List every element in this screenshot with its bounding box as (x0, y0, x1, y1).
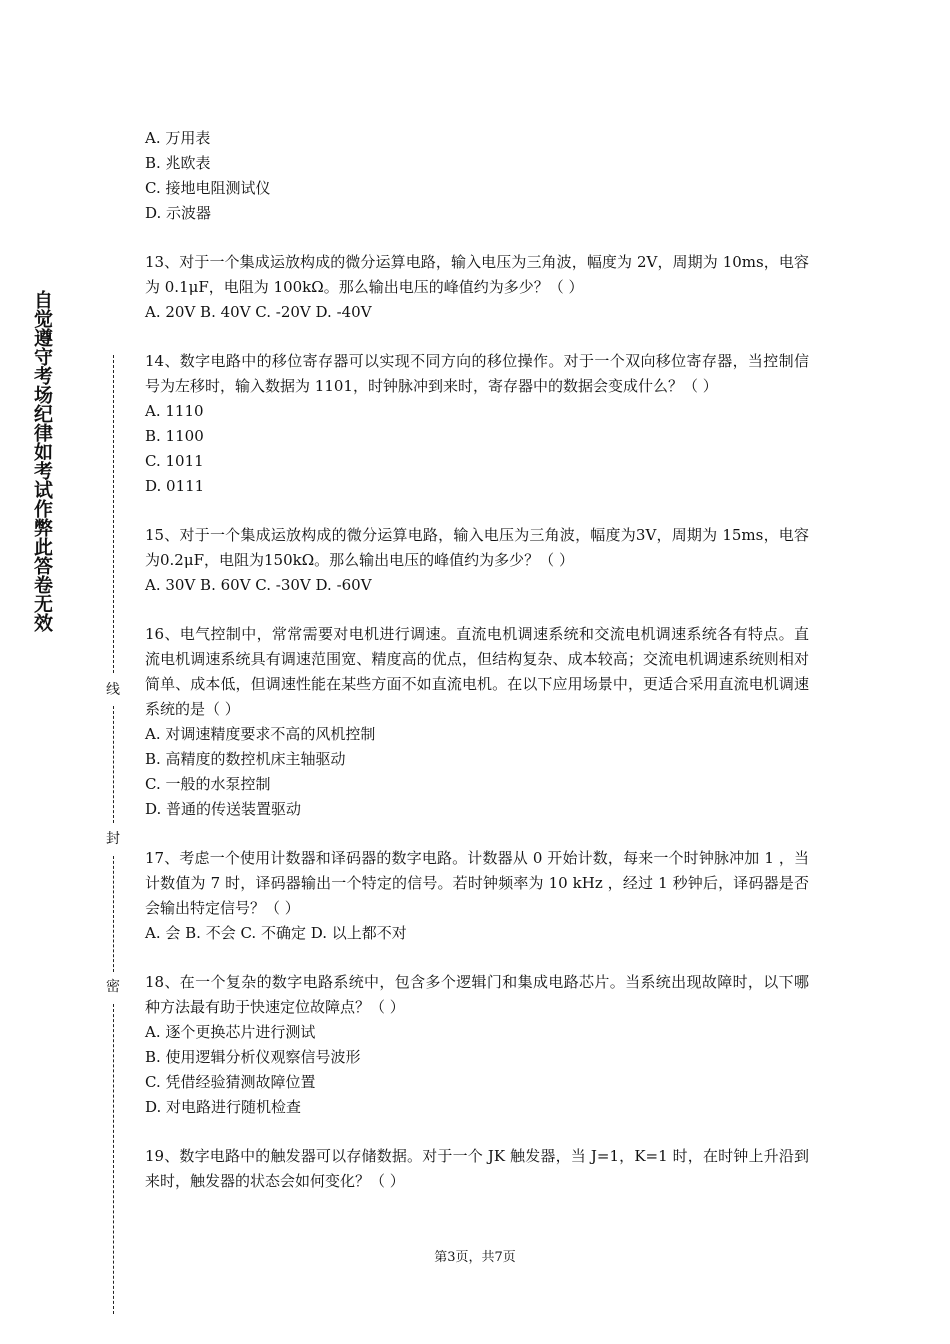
option: A. 1110 (145, 402, 204, 420)
question-18 (145, 970, 809, 1120)
option: C. 凭借经验猜测故障位置 (145, 1073, 316, 1091)
option: B. 高精度的数控机床主轴驱动 (145, 750, 346, 768)
question-14 (145, 349, 809, 499)
options-line: A. 20V B. 40V C. -20V D. -40V (145, 303, 372, 321)
option: A. 对调速精度要求不高的风机控制 (145, 725, 376, 743)
question-16 (145, 622, 809, 822)
question-stem: 15、对于一个集成运放构成的微分运算电路，输入电压为三角波，幅度为3V，周期为 15ms，电容为0.2μF，电阻为150kΩ。那么输出电压的峰值约为多少？（ ） (145, 526, 809, 569)
binding-mark-line: 线 (106, 682, 120, 698)
question-19 (145, 1144, 809, 1194)
option: A. 万用表 (145, 129, 211, 147)
binding-line-segment (113, 856, 114, 972)
option: C. 一般的水泵控制 (145, 775, 271, 793)
side-notice: 自觉遵守考场纪律如考试作弊此答卷无效 (31, 290, 53, 632)
option: C. 1011 (145, 452, 204, 470)
question-stem: 16、电气控制中，常常需要对电机进行调速。直流电机调速系统和交流电机调速系统各有特点。直流电机调速系统具有调速范围宽、精度高的优点，但结构复杂、成本较高；交流电机调速系统则相对简单、成本低，但调速性能在某些方面不如直流电机。在以下应用场景中，更适合采用直流电机调速系统的是（ ） (145, 625, 809, 718)
option: D. 对电路进行随机检查 (145, 1098, 302, 1116)
question-stem: 13、对于一个集成运放构成的微分运算电路，输入电压为三角波，幅度为 2V，周期为 10ms，电容为 0.1μF，电阻为 100kΩ。那么输出电压的峰值约为多少？（ ） (145, 253, 809, 296)
option: C. 接地电阻测试仪 (145, 179, 271, 197)
binding-line-segment (113, 706, 114, 823)
question-stem: 17、考虑一个使用计数器和译码器的数字电路。计数器从 0 开始计数，每来一个时钟脉冲加 1 ，当计数值为 7 时，译码器输出一个特定的信号。若时钟频率为 10 kHz ，经过 1 秒钟后，译码器是否会输出特定信号？（ ） (145, 849, 809, 917)
exam-content (145, 126, 809, 1218)
option: D. 0111 (145, 477, 205, 495)
binding-mark-seal: 封 (106, 831, 120, 847)
option: B. 1100 (145, 427, 204, 445)
options-line: A. 会 B. 不会 C. 不确定 D. 以上都不对 (145, 924, 407, 942)
option: B. 兆欧表 (145, 154, 211, 172)
option: D. 示波器 (145, 204, 212, 222)
question-stem: 18、在一个复杂的数字电路系统中，包含多个逻辑门和集成电路芯片。当系统出现故障时，以下哪种方法最有助于快速定位故障点？（ ） (145, 973, 809, 1016)
options-line: A. 30V B. 60V C. -30V D. -60V (145, 576, 372, 594)
option: B. 使用逻辑分析仪观察信号波形 (145, 1048, 361, 1066)
question-stem: 14、数字电路中的移位寄存器可以实现不同方向的移位操作。对于一个双向移位寄存器，当控制信号为左移时，输入数据为 1101，时钟脉冲到来时，寄存器中的数据会变成什么？（ ） (145, 352, 809, 395)
question-15 (145, 523, 809, 598)
question-17 (145, 846, 809, 946)
question-12-options (145, 126, 809, 226)
option: A. 逐个更换芯片进行测试 (145, 1023, 316, 1041)
page-number: 第3页，共7页 (434, 1250, 516, 1265)
binding-line-segment (113, 355, 114, 673)
question-stem: 19、数字电路中的触发器可以存储数据。对于一个 JK 触发器，当 J=1，K=1 时，在时钟上升沿到来时，触发器的状态会如何变化？（ ） (145, 1147, 809, 1190)
question-13 (145, 250, 809, 325)
option: D. 普通的传送装置驱动 (145, 800, 302, 818)
binding-mark-secret: 密 (106, 979, 120, 995)
binding-line-segment (113, 1004, 114, 1314)
